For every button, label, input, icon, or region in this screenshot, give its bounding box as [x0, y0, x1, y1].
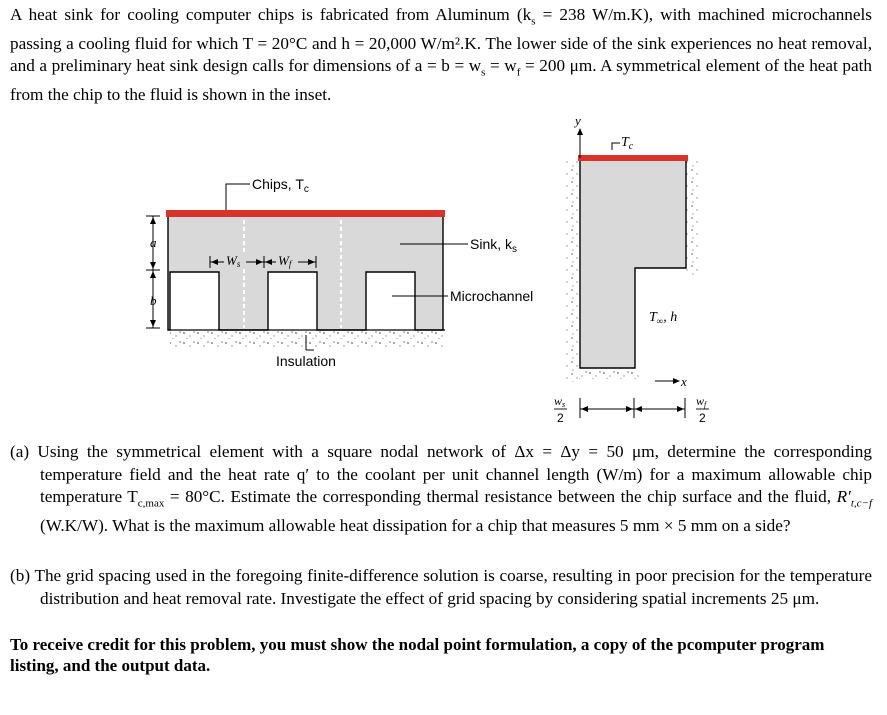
intro-wf-subscript: f [516, 66, 521, 79]
part-b: (b) The grid spacing used in the foregoing finite-difference solution is coarse, resulting in poor precision for the temperature distribution and heat removal rate. Investigate the effect of grid spacing by considering spatial increments 25 μm. [10, 566, 872, 608]
y-axis-label: y [575, 113, 581, 128]
intro-text-3: = w [485, 56, 517, 76]
insulation-layer [170, 330, 445, 348]
intro-ks-subscript: s [531, 15, 536, 28]
microchannel-label: Microchannel [450, 288, 534, 304]
intro-text-4: = 200 μm. A symmetrical element of the heat path from the chip to the fluid is shown in the inset. [10, 56, 873, 105]
wf-half-numerator: wf [696, 394, 707, 409]
insulation-label: Insulation [276, 353, 336, 369]
ws-half-numerator: ws [554, 394, 566, 409]
intro-text-2: = 238 W/m.K), with machined microchannels passing a cooling fluid for which T = 20°C and h = 20,000 W/m².K. The lower side of the sink experiences no heat removal, and a preliminary heat sink design calls for dimensions of a = b = w [10, 5, 872, 76]
wf-half-denominator: 2 [699, 411, 706, 425]
fluid-label: $T_\infty$, h [649, 310, 678, 326]
dim-a-label: a [150, 235, 157, 250]
intro-ws-subscript: s [481, 66, 486, 79]
dim-wf-label: Wf [278, 253, 292, 269]
dim-ws-label: Ws [226, 253, 241, 269]
part-a-text-2: = 80°C. Estimate the corresponding thermal resistance between the chip surface and the fluid, [164, 487, 837, 506]
chips-label: Chips, $T_c$ [252, 176, 309, 195]
right-top-insulation [686, 160, 698, 275]
part-a-resistance-subscript: t,c−f [850, 497, 872, 510]
tc-label: $T_c$ [621, 135, 634, 152]
ws-half-denominator: 2 [557, 411, 564, 425]
part-a-text-3: (W.K/W). What is the maximum allowable heat dissipation for a chip that measures 5 mm × 5 mm on a side? [40, 515, 791, 535]
part-a [10, 441, 872, 537]
part-a-text-1: (a) Using the symmetrical element with a square nodal network of Δx = Δy = 50 μm, determine the corresponding temperature field and the heat rate q′ to the coolant per unit channel length (W/m) for a maximum allowable chip temperature T [10, 442, 872, 506]
right-figure [554, 113, 709, 425]
part-a-resistance-symbol: R′ [836, 487, 851, 506]
credit-note: To receive credit for this problem, you must show the nodal point formulation, a copy of the pcomputer program listing, and the output data. [10, 635, 825, 675]
x-axis-label: x [681, 374, 687, 389]
symmetric-element [580, 160, 686, 368]
dim-b-label: b [150, 293, 157, 308]
tc-strip [578, 155, 688, 161]
part-a-tcmax-subscript: c,max [137, 497, 165, 510]
intro-text-1: A heat sink for cooling computer chips is fabricated from Aluminum (k [10, 5, 532, 24]
sink-body [168, 216, 443, 330]
left-figure [146, 176, 533, 369]
chip-strip [166, 210, 445, 217]
bottom-insulation [579, 369, 639, 381]
left-symmetry-insulation [566, 160, 579, 382]
sink-label: Sink, $k_s$ [470, 236, 518, 255]
